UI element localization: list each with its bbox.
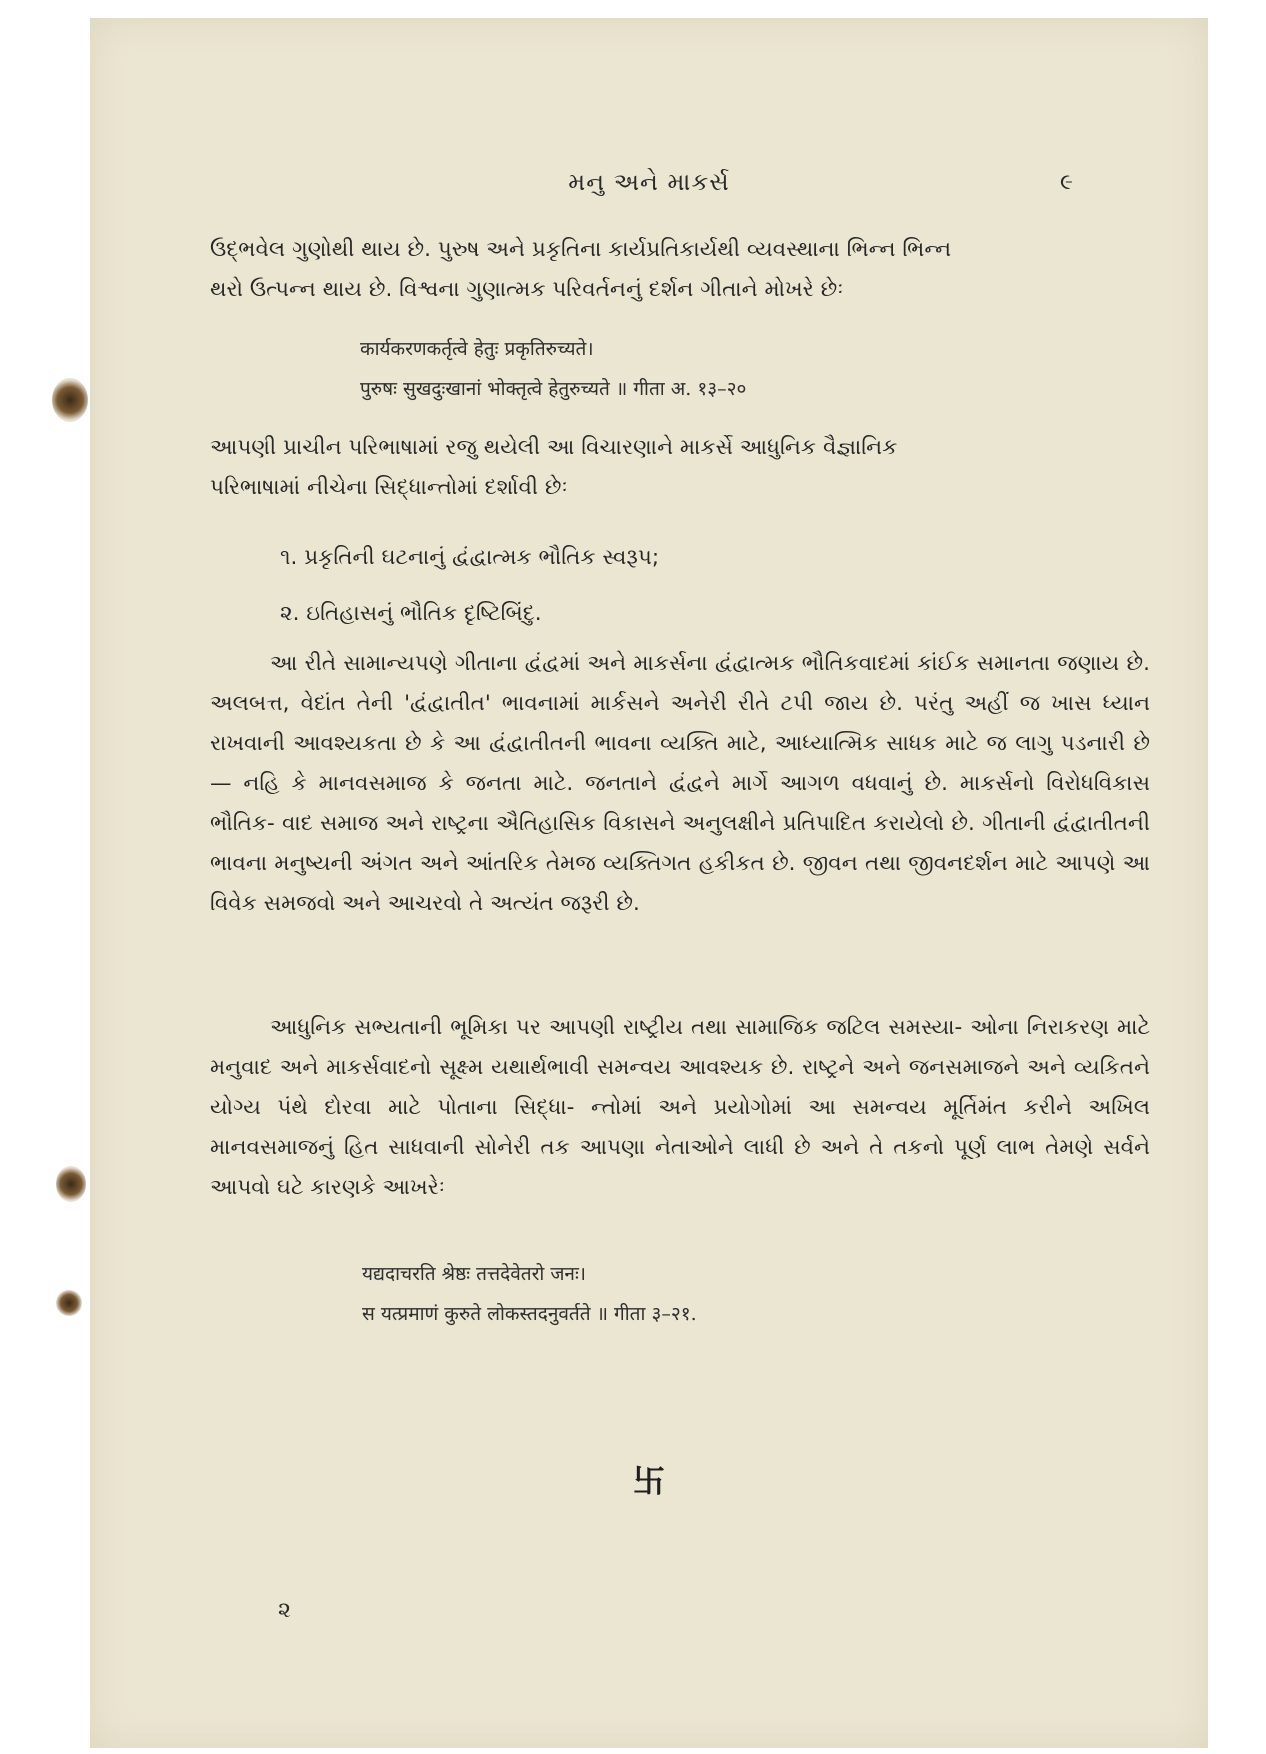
- text-line: છે. રાષ્ટ્રને અને જનસમાજને અને વ્યકિતને યોગ્ય પંથે દોરવા માટે પોતાના સિદ્ધા-: [210, 1055, 1151, 1120]
- text-line: છે. જીવન તથા જીવનદર્શન માટે આપણે આ વિવેક સમજવો અને આચરવો તે અત્યંત: [210, 851, 1150, 916]
- text-line: ગીતાની દ્વંદ્વાતીતની ભાવના મનુષ્યની અંગત અને આંતરિક તેમજ વ્યક્તિગત હકીકત: [210, 811, 1150, 876]
- sanskrit-verse-1: [360, 329, 1060, 409]
- paragraph-2: [210, 428, 1150, 508]
- text-line: સર્વને આપવો ઘટે કારણકે આખરેઃ: [210, 1135, 1151, 1200]
- text-line: કે જનતા માટે. જનતાને દ્વંદ્વને માર્ગે આગળ વધવાનું છે. માકર્સનો વિરોધવિકાસ ભૌતિક-: [210, 771, 1150, 836]
- text-line: જરૂરી છે.: [560, 891, 640, 916]
- sanskrit-verse-2: [362, 1254, 1062, 1334]
- paragraph-4: [210, 1008, 1150, 1208]
- text-line: આપણી પ્રાચીન પરિભાષામાં રજુ થયેલી આ વિચારણાને માકર્સે આધુનિક વૈજ્ઞાનિક: [210, 435, 898, 460]
- paragraph-3: [210, 644, 1150, 924]
- text-line: પરિભાષામાં નીચેના સિદ્ધાન્તોમાં દર્શાવી છેઃ: [210, 475, 568, 500]
- verse-line: स यत्प्रमाणं कुरुते लोकस्तदनुवर्तते ॥ गीता ३–२१.: [362, 1303, 697, 1325]
- verse-line: यद्यदाचरति श्रेष्ठः तत्तदेवेतरो जनः।: [362, 1263, 587, 1285]
- text-line: સમાનતા જણાય છે. અલબત્ત, વેદાંત તેની 'દ્વંદ્વાતીત' ભાવનામાં માર્કસને અનેરી રીતે: [210, 651, 1150, 716]
- binding-hole: [56, 1166, 86, 1202]
- principles-list: [280, 530, 1080, 642]
- text-line: આ રીતે સામાન્યપણે ગીતાના દ્વંદ્વમાં અને માકર્સના દ્વંદ્વાત્મક ભૌતિકવાદમાં કાંઈક: [270, 651, 977, 676]
- text-line: ન્તોમાં અને પ્રયોગોમાં આ સમન્વય મૂર્તિમંત કરીને અખિલ માનવસમાજનું હિત: [210, 1095, 1151, 1160]
- book-page: [90, 18, 1208, 1748]
- binding-hole: [52, 378, 88, 422]
- text-line: ઓના નિરાકરણ માટે મનુવાદ અને માકર્સવાદનો સૂક્ષ્મ યથાર્થભાવી સમન્વય આવશ્યક: [210, 1015, 1150, 1080]
- text-line: સાધવાની સોનેરી તક આપણા નેતાઓને લાધી છે અને તે તકનો પૂર્ણ લાભ તેમણે: [388, 1135, 1104, 1160]
- text-line: ઉદ્ભવેલ ગુણોથી થાય છે. પુરુષ અને પ્રકૃતિના કાર્યપ્રતિકાર્યથી વ્યવસ્થાના ભિન્ન ભિન્ન: [210, 237, 952, 262]
- verse-line: पुरुषः सुखदुःखानां भोक्तृत्वे हेतुरुच्यते ॥ गीता अ. १३–२०: [360, 378, 747, 400]
- list-item: ૧. પ્રકૃતિની ઘટનાનું દ્વંદ્વાત્મક ભૌતિક સ્વરૂપ;: [280, 545, 660, 570]
- paragraph-1: [210, 230, 1150, 310]
- text-line: આધુનિક સભ્યતાની ભૂમિકા પર આપણી રાષ્ટ્રીય તથા સામાજિક જટિલ સમસ્યા-: [270, 1015, 971, 1040]
- text-line: ભાવના વ્યક્તિ માટે, આધ્યાત્મિક સાધક માટે જ લાગુ પડનારી છે — નહિ કે માનવસમાજ: [210, 731, 1150, 796]
- verse-line: कार्यकरणकर्तृत्वे हेतुः प्रकृतिरुच्यते।: [360, 338, 594, 360]
- page-number: ૯: [1059, 170, 1073, 195]
- swastika-ornament: 卐: [632, 1462, 665, 1500]
- running-title: મનુ અને માકર્સ: [568, 168, 730, 196]
- text-line: વાદ સમાજ અને રાષ્ટ્રના ઐતિહાસિક વિકાસને અનુલક્ષીને પ્રતિપાદિત કરાયેલો છે.: [282, 811, 983, 836]
- signature-mark: ૨: [278, 1598, 291, 1623]
- list-item: ૨. ઇતિહાસનું ભૌતિક દૃષ્ટિબિંદુ.: [280, 601, 542, 626]
- text-line: ટપી જાય છે. પરંતુ અહીં જ ખાસ ધ્યાન રાખવાની આવશ્યકતા છે કે આ દ્વંદ્વાતીતની: [210, 691, 1150, 756]
- binding-hole: [56, 1290, 82, 1316]
- text-line: થરો ઉત્પન્ન થાય છે. વિશ્વના ગુણાત્મક પરિવર્તનનું દર્શન ગીતાને મોખરે છેઃ: [210, 277, 844, 302]
